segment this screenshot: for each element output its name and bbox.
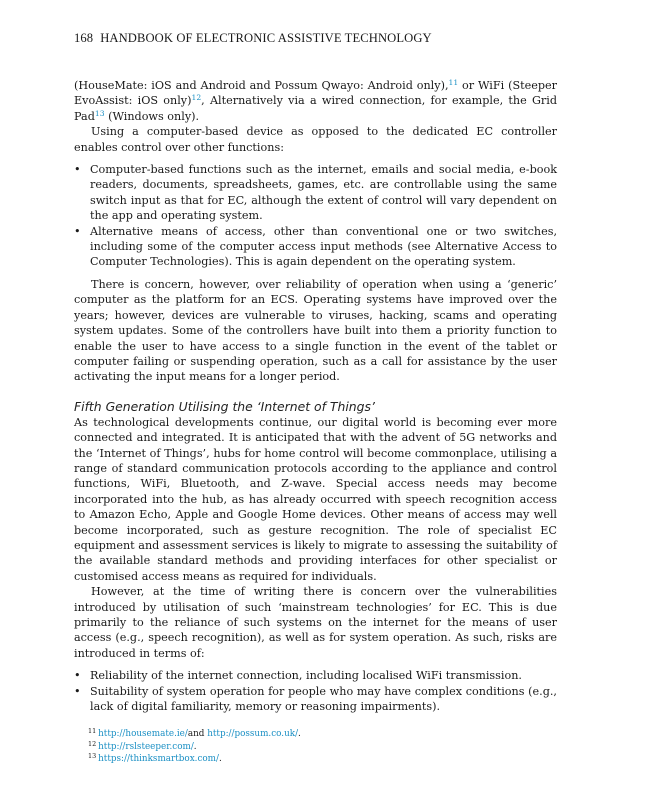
footnote-11 — [88, 728, 557, 740]
paragraph-1 — [74, 78, 557, 124]
para1-text-d: (Windows only). — [104, 109, 200, 123]
footnote-ref-12[interactable]: 12 — [191, 93, 202, 103]
footnote-12 — [88, 741, 557, 753]
bullet-list-2 — [74, 668, 557, 714]
footnotes — [74, 728, 557, 765]
page-number: 168 — [74, 31, 94, 45]
bullet-list-1 — [74, 162, 557, 270]
footnote-link-thinksmartbox[interactable]: https://thinksmartbox.com/ — [98, 753, 219, 764]
footnote-13 — [88, 753, 557, 765]
footnote-number: 11 — [88, 727, 97, 736]
list-item-text: Reliability of the internet connection, including localised WiFi transmission. — [90, 669, 522, 683]
footnote-end: . — [193, 741, 197, 752]
list-item — [74, 668, 557, 683]
list-item-text: Computer-based functions such as the internet, emails and social media, e-book readers, documents, spreadsheets, games, etc. are controllable using the same switch input as that for EC, although the extent of control will vary dependent on the app and operating system. — [90, 163, 557, 223]
footnote-number: 13 — [88, 751, 97, 760]
para1-text-c: , Alternatively via a wired connection, for example, the Grid Pad — [74, 94, 557, 123]
footnote-end: . — [298, 729, 301, 740]
para1-text-a: (HouseMate: iOS and Android and Possum Qwayo: Android only), — [74, 79, 449, 92]
running-header — [74, 31, 432, 46]
running-title: HANDBOOK OF ELECTRONIC ASSISTIVE TECHNOLOGY — [100, 31, 432, 45]
footnote-end: . — [218, 753, 222, 764]
footnote-number: 12 — [88, 739, 97, 748]
bullet-icon: • — [74, 224, 81, 238]
paragraph-2: Using a computer-based device as opposed to the dedicated EC controller enables control over other functions: — [74, 125, 557, 154]
bullet-icon: • — [74, 163, 81, 177]
paragraph-5: However, at the time of writing there is concern over the vulnerabilities introduced by utilisation of such ‘mainstream technologies’ for EC. This is due primarily to the reliance of such systems on the internet for the means of user access (e.g., speech recognition), as well as for system operation. As such, risks are introduced in terms of: — [74, 585, 557, 660]
para1-text-b: or WiFi (Steeper EvoAssist: iOS only) — [74, 79, 557, 108]
section-heading: Fifth Generation Utilising the ‘Internet of Things’ — [74, 398, 375, 414]
list-item — [74, 162, 557, 224]
bullet-icon: • — [74, 684, 81, 698]
footnote-link-rslsteeper[interactable]: http://rslsteeper.com/ — [98, 741, 194, 752]
footnote-ref-11[interactable]: 11 — [448, 78, 459, 87]
footnote-link-possum[interactable]: http://possum.co.uk/ — [207, 729, 299, 740]
list-item — [74, 684, 557, 715]
list-item — [74, 224, 557, 270]
list-item-text: Suitability of system operation for people who may have complex conditions (e.g., lack of digital familiarity, memory or reasoning impairments). — [90, 684, 557, 714]
bullet-icon: • — [74, 669, 81, 683]
paragraph-4: As technological developments continue, our digital world is becoming ever more connected and integrated. It is anticipated that with the advent of 5G networks and the ‘Internet of Things’, hubs for home control will become commonplace, utilising a range of standard communication protocols according to the appliance and control functions, WiFi, Bluetooth, and Z-wave. Special access needs may become incorporated into the hub, as has already occurred with speech recognition access to Amazon Echo, Apple and Google Home devices. Other means of access may well become incorporated, such as gesture recognition. The role of specialist EC equipment and assessment services is likely to migrate to assessing the suitability of the available standard methods and providing interfaces for other specialist or customised access means as required for individuals. — [74, 415, 557, 583]
list-item-text: Alternative means of access, other than conventional one or two switches, including some of the computer access input methods (see Alternative Access to Computer Technologies). This is again dependent on the operating system. — [90, 224, 557, 269]
footnote-link-housemate[interactable]: http://housemate.ie/ — [98, 729, 188, 740]
paragraph-3: There is concern, however, over reliability of operation when using a ‘generic’ computer as the platform for an ECS. Operating systems have improved over the years; however, devices are vulnerable to viruses, hacking, scams and operating system updates. Some of the controllers have built into them a priority function to enable the user to have access to a single function in the event of the tablet or computer failing or suspending operation, such as a call for assistance by the user activating the input means for a longer period. — [74, 277, 557, 384]
body-text — [74, 78, 557, 765]
footnote-joiner: and — [187, 729, 208, 740]
footnote-ref-13[interactable]: 13 — [94, 108, 105, 118]
